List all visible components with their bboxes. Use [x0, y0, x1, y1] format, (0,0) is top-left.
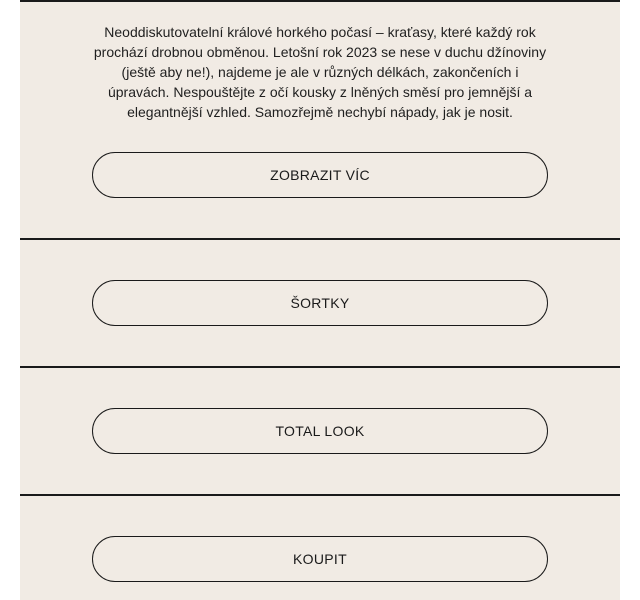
total-look-panel: [20, 366, 620, 494]
intro-description: Neoddiskutovatelní králové horkého počasí – kraťasy, které každý rok prochází drobnou obměnou. Letošní rok 2023 se nese v duchu džínoviny (ještě aby ne!), najdeme je ale v různých délkách, zakončeních i úpravách. Nespouštějte z očí kousky z lněných směsí pro jemnější a elegantnější vzhled. Samozřejmě nechybí nápady, jak je nosit.: [93, 24, 547, 120]
shorts-button[interactable]: ŠORTKY: [92, 280, 548, 326]
buy-panel: [20, 494, 620, 600]
intro-panel: [20, 0, 620, 238]
show-more-button[interactable]: ZOBRAZIT VÍC: [92, 152, 548, 198]
buy-button[interactable]: KOUPIT: [92, 536, 548, 582]
total-look-button[interactable]: TOTAL LOOK: [92, 408, 548, 454]
shorts-panel: [20, 238, 620, 366]
